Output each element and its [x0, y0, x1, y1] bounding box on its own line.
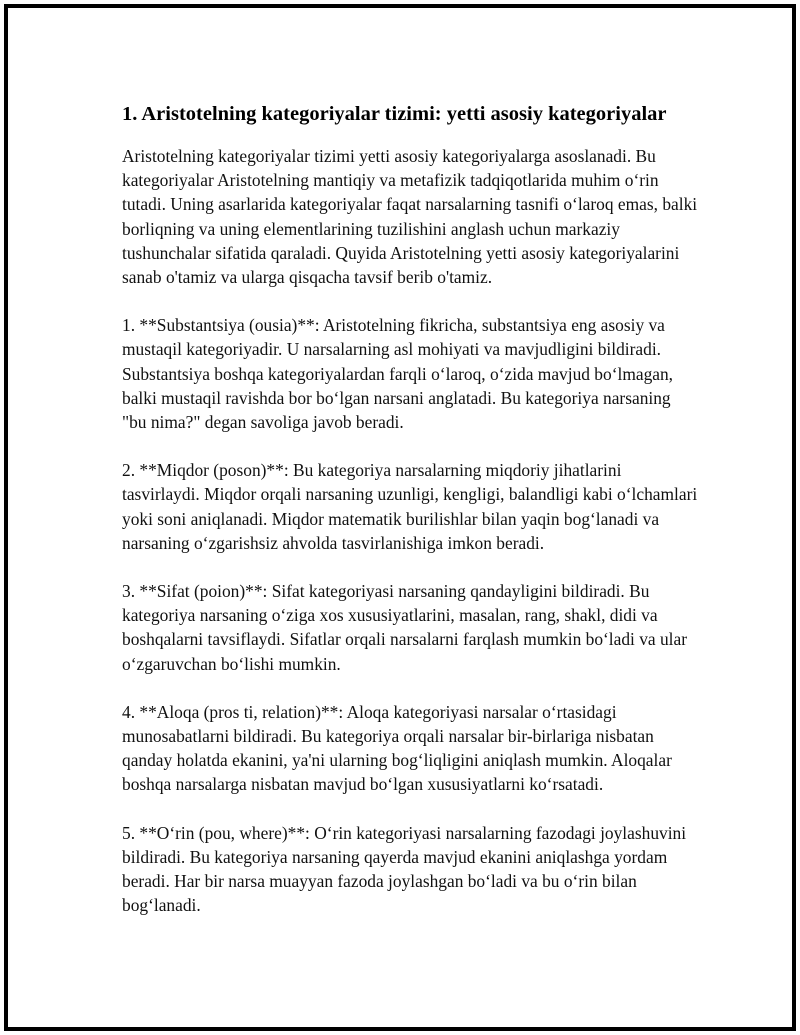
paragraph-aloqa: 4. **Aloqa (pros ti, relation)**: Aloqa kategoriyasi narsalar o‘rtasidagi munosabatlarni bildiradi. Bu kategoriya orqali narsalar bir-birlariga nisbatan qanday holatda ekanini, ya'ni ularning bog‘liqligini aniqlash mumkin. Aloqalar boshqa narsalarga nisbatan mavjud bo‘lgan xususiyatlarni ko‘rsatadi. [122, 701, 672, 795]
page-title: 1. Aristotelning kategoriyalar tizimi: yetti asosiy kategoriyalar [122, 103, 667, 125]
paragraph-miqdor: 2. **Miqdor (poson)**: Bu kategoriya narsalarning miqdoriy jihatlarini tasvirlaydi. Miqdor orqali narsaning uzunligi, kengligi, balandligi kabi o‘lchamlari yoki soni aniqlanadi. Miqdor matematik burilishlar bilan yaqin bog‘lanadi va narsaning o‘zgarishsiz ahvolda tasvirlanishiga imkon beradi. [122, 460, 698, 553]
paragraph-sifat: 3. **Sifat (poion)**: Sifat kategoriyasi narsaning qandayligini bildiradi. Bu kategoriya narsaning o‘ziga xos xususiyatlarini, masalan, rang, shakl, didi va boshqalarni tavsiflaydi. Sifatlar orqali narsalarni farqlash mumkin bo‘ladi va ular o‘zgaruvchan bo‘lishi mumkin. [122, 581, 688, 674]
paragraph-substantsiya: 1. **Substantsiya (ousia)**: Aristotelning fikricha, substantsiya eng asosiy va mustaqil kategoriyadir. U narsalarning asl mohiyati va mavjudligini bildiradi. Substantsiya boshqa kategoriyalardan farqli o‘laroq, o‘zida mavjud bo‘lmagan, balki mustaqil ravishda bor bo‘lgan narsani anglatadi. Bu kategoriya narsaning "bu nima?" degan savoliga javob beradi. [122, 315, 674, 433]
page-frame [4, 4, 796, 1031]
paragraph-orin: 5. **O‘rin (pou, where)**: O‘rin kategoriyasi narsalarning fazodagi joylashuvini bildiradi. Bu kategoriya narsaning qayerda mavjud ekanini aniqlashga yordam beradi. Har bir narsa muayyan fazoda joylashgan bo‘ladi va bu o‘rin bilan bog‘lanadi. [122, 822, 687, 916]
document-body [122, 100, 698, 917]
paragraph-intro: Aristotelning kategoriyalar tizimi yetti asosiy kategoriyalarga asoslanadi. Bu kategoriyalar Aristotelning mantiqiy va metafizik tadqiqotlarida muhim o‘rin tutadi. Uning asarlarida kategoriyalar faqat narsalarning tasnifi o‘laroq emas, balki borliqning va uning elementlarining tuzilishini anglash uchun markaziy tushunchalar sifatida qaraladi. Quyida Aristotelning yetti asosiy kategoriyalarini sanab o'tamiz va ularga qisqacha tavsif berib o'tamiz. [122, 146, 698, 288]
